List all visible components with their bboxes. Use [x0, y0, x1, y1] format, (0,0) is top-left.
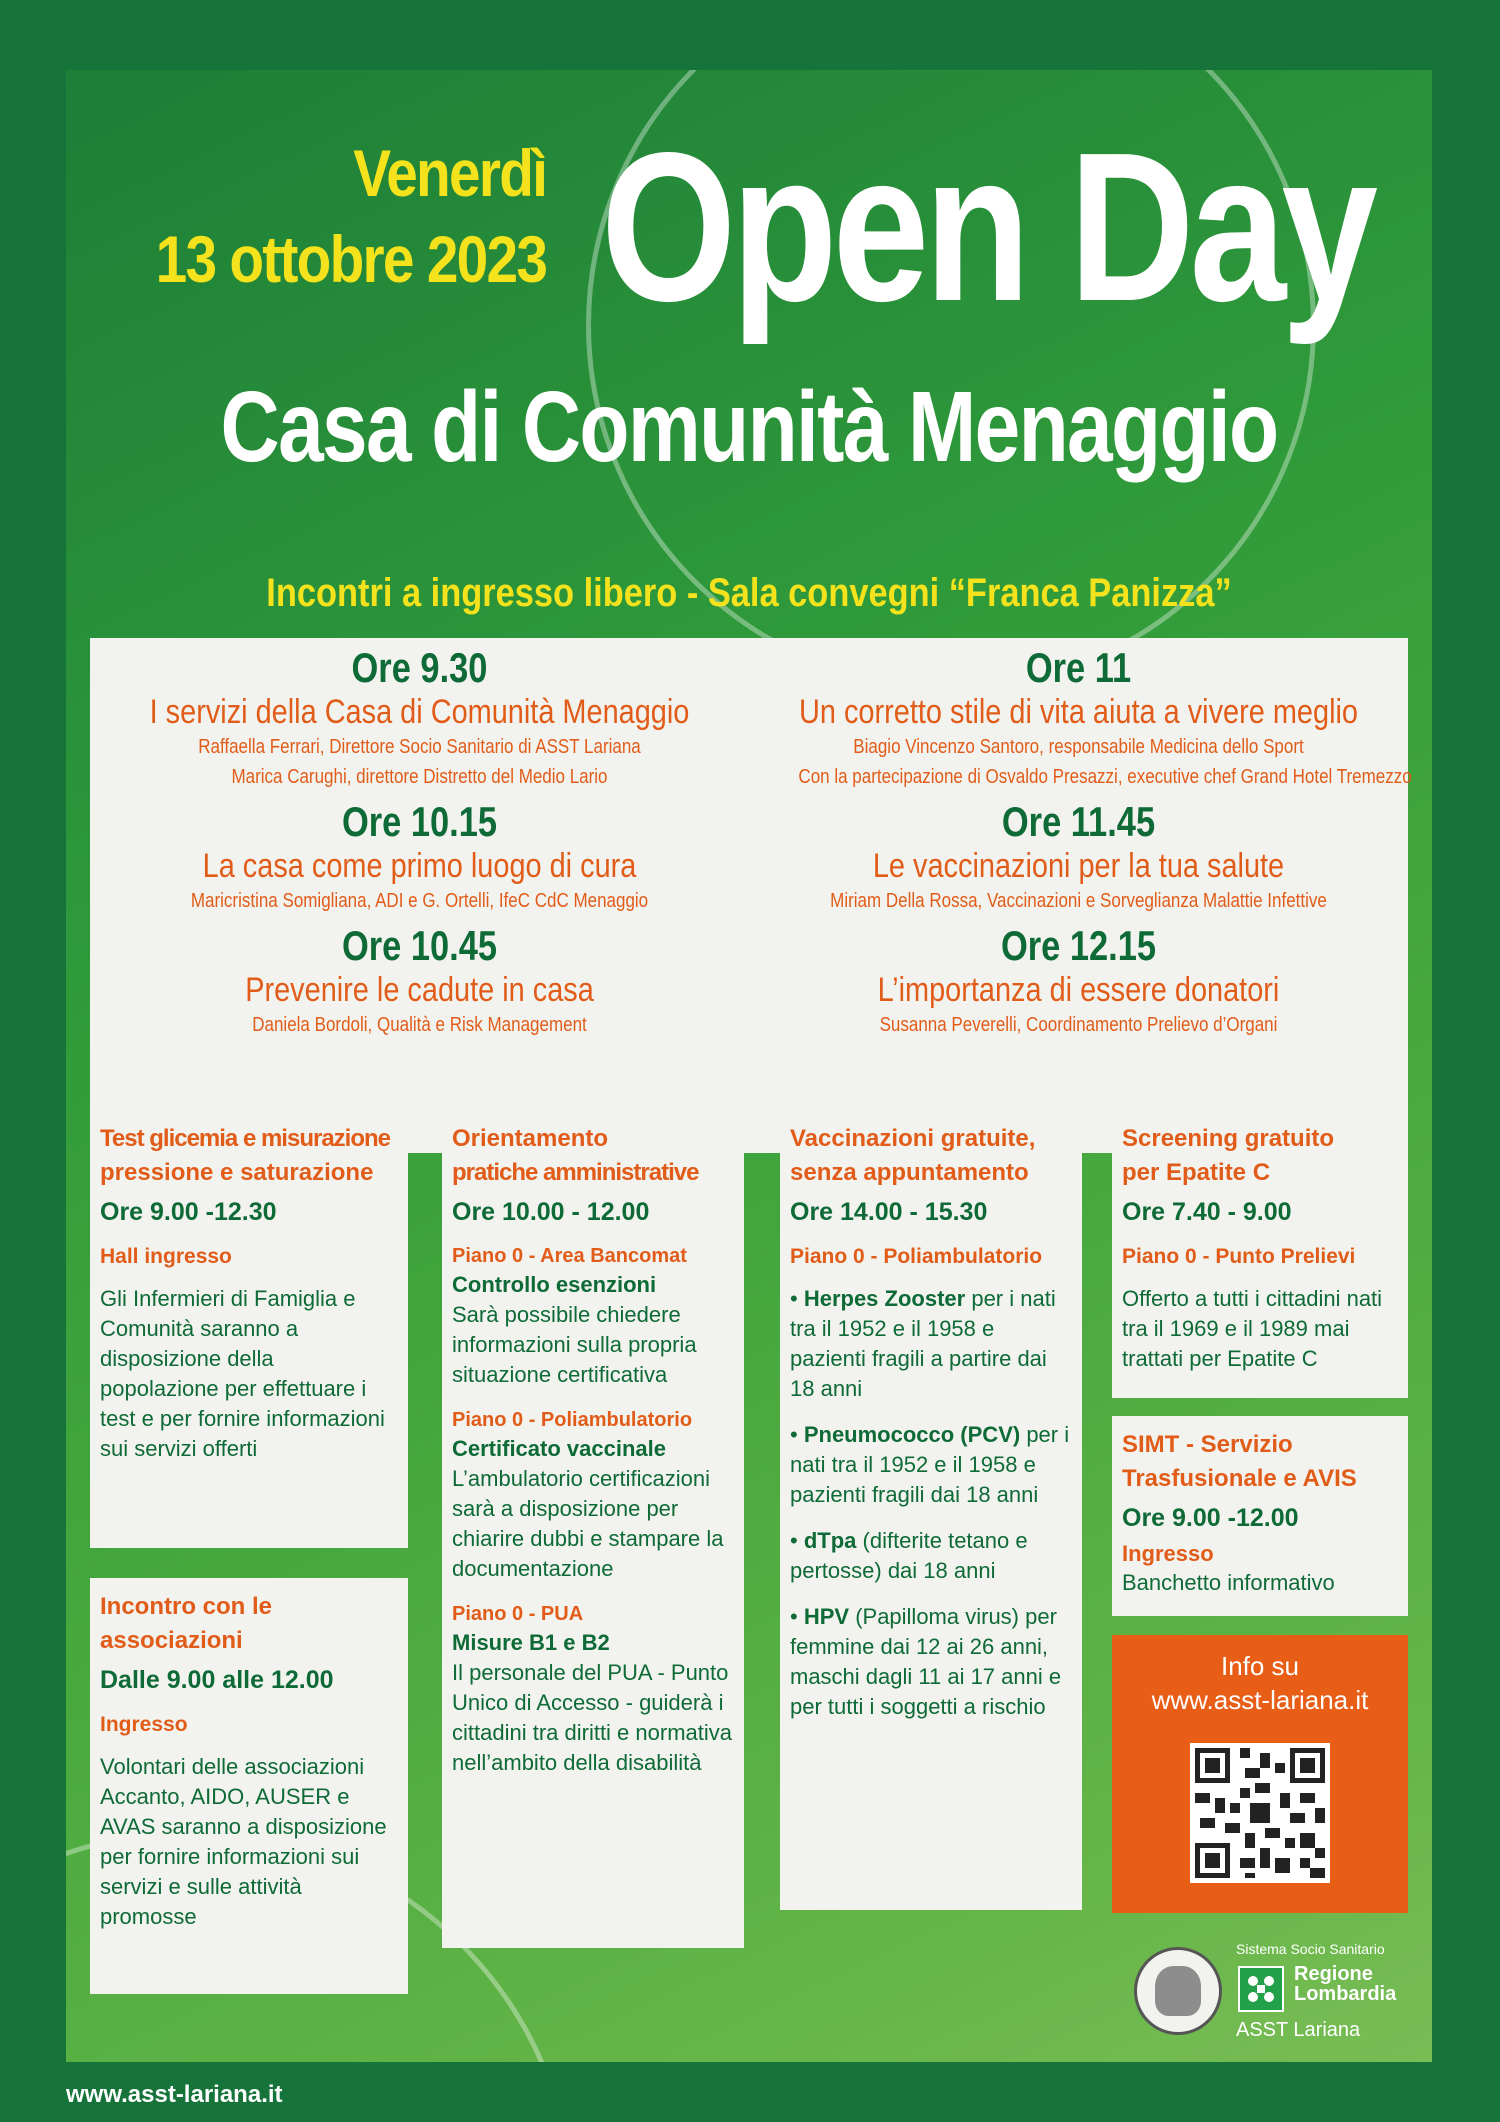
card-simt — [1112, 1416, 1408, 1616]
talk-speaker: Miriam Della Rossa, Vaccinazioni e Sorveglianza Malattie Infettive — [830, 890, 1327, 912]
talk-title: Prevenire le cadute in casa — [245, 971, 594, 1009]
card-associazioni — [90, 1578, 408, 1994]
talk-speaker: Con la partecipazione di Osvaldo Presazzi, executive chef Grand Hotel Tremezzo — [798, 766, 1412, 788]
section-text: Il personale del PUA - Punto Unico di Accesso - guiderà i cittadini tra diritti e normativa nell’ambito della disabilità — [452, 1660, 732, 1775]
program-panel — [90, 638, 1412, 1153]
program-column-right — [749, 638, 1412, 1046]
talk-item — [90, 922, 749, 1040]
card-heading: Trasfusionale e AVIS — [1122, 1465, 1357, 1492]
card-text: Banchetto informativo — [1122, 1570, 1335, 1595]
talk-title: La casa come primo luogo di cura — [202, 847, 637, 885]
vaccine-item: • Herpes Zooster per i nati tra il 1952 e il 1958 e pazienti fragili a partire dai 18 anni — [790, 1286, 1056, 1401]
regione-name-line: Regione — [1294, 1963, 1373, 1985]
card-text: Offerto a tutti i cittadini nati tra il 1969 e il 1989 mai trattati per Epatite C — [1122, 1286, 1383, 1371]
section-text: L’ambulatorio certificazioni sarà a disposizione per chiarire dubbi e stampare la documentazione — [452, 1466, 724, 1581]
card-location: Piano 0 - Punto Prelievi — [1122, 1245, 1356, 1268]
section-location: Piano 0 - Area Bancomat — [452, 1245, 687, 1267]
vaccine-item: • HPV (Papilloma virus) per femmine dai 12 ai 26 anni, maschi dagli 11 ai 17 anni e per tutti i soggetti a rischio — [790, 1604, 1062, 1719]
info-url[interactable]: www.asst-lariana.it — [1151, 1685, 1369, 1715]
vaccine-name: dTpa — [803, 1528, 857, 1553]
vaccine-text: (difterite tetano e pertosse) dai 18 anni — [790, 1528, 1028, 1583]
talk-speaker: Maricristina Somigliana, ADI e G. Ortelli, IfeC CdC Menaggio — [190, 890, 649, 912]
section-text: Sarà possibile chiedere informazioni sulla propria situazione certificativa — [452, 1302, 697, 1387]
talk-time: Ore 10.15 — [341, 798, 498, 845]
card-heading: pressione e saturazione — [100, 1159, 374, 1186]
card-heading: Orientamento — [452, 1125, 609, 1152]
vaccine-item: • Pneumococco (PCV) per i nati tra il 1952 e il 1958 e pazienti fragili dai 18 anni — [790, 1422, 1070, 1507]
talk-time: Ore 10.45 — [341, 922, 498, 969]
vaccine-name: HPV — [803, 1604, 850, 1629]
section-location: Piano 0 - PUA — [452, 1603, 584, 1625]
card-section — [452, 1242, 734, 1390]
talk-speaker: Daniela Bordoli, Qualità e Risk Management — [252, 1014, 587, 1036]
card-time: Ore 10.00 - 12.00 — [452, 1198, 650, 1226]
talk-title: L’importanza di essere donatori — [877, 971, 1280, 1009]
card-section — [452, 1600, 734, 1778]
card-orientamento — [442, 1110, 744, 1948]
qr-code-icon[interactable] — [1190, 1743, 1330, 1883]
program-column-left — [90, 638, 749, 1046]
talk-time: Ore 9.30 — [351, 644, 488, 691]
section-title: Misure B1 e B2 — [452, 1630, 610, 1655]
card-heading: Incontro con le — [100, 1593, 273, 1620]
section-title: Certificato vaccinale — [452, 1436, 666, 1461]
regione-name-line: Lombardia — [1294, 1983, 1397, 2005]
intro-text: Incontri a ingresso libero - Sala convegni “Franca Panizza” — [266, 571, 1232, 615]
card-vaccinazioni — [780, 1110, 1082, 1910]
vaccine-item: • dTpa (difterite tetano e pertosse) dai 18 anni — [790, 1528, 1028, 1583]
vaccine-name: Pneumococco (PCV) — [803, 1422, 1021, 1447]
event-date — [155, 130, 546, 302]
card-heading: pratiche amministrative — [452, 1159, 699, 1186]
talk-title: I servizi della Casa di Comunità Menaggio — [149, 693, 690, 731]
card-location: Piano 0 - Poliambulatorio — [790, 1245, 1043, 1268]
event-day: Venerdì — [352, 136, 546, 210]
card-heading: Test glicemia e misurazione — [100, 1125, 391, 1152]
page-subtitle: Casa di Comunità Menaggio — [220, 371, 1278, 483]
vaccine-text: (Papilloma virus) per femmine dai 12 ai 26 anni, maschi dagli 11 ai 17 anni e per tutti i soggetti a rischio — [790, 1604, 1062, 1719]
talk-item — [749, 798, 1408, 916]
info-label: Info su — [1220, 1651, 1300, 1681]
talk-time: Ore 11 — [1025, 644, 1132, 691]
talk-time: Ore 11.45 — [1001, 798, 1156, 845]
talk-item — [90, 798, 749, 916]
footer-url[interactable]: www.asst-lariana.it — [66, 2081, 283, 2108]
talk-time: Ore 12.15 — [1000, 922, 1157, 969]
asst-label: ASST Lariana — [1236, 2019, 1361, 2041]
card-heading: Vaccinazioni gratuite, — [790, 1125, 1036, 1152]
card-time: Ore 9.00 -12.30 — [100, 1198, 277, 1226]
talk-item — [749, 922, 1408, 1040]
card-heading: Screening gratuito — [1122, 1125, 1335, 1152]
regione-lombardia-logo-icon — [1238, 1966, 1284, 2012]
card-time: Ore 14.00 - 15.30 — [790, 1198, 988, 1226]
vaccine-name: Herpes Zooster — [803, 1286, 966, 1311]
card-section — [452, 1406, 734, 1584]
card-test-glicemia — [90, 1110, 408, 1548]
event-date-text: 13 ottobre 2023 — [155, 222, 546, 296]
card-heading: SIMT - Servizio — [1122, 1431, 1293, 1458]
talk-speaker: Biagio Vincenzo Santoro, responsabile Medicina dello Sport — [853, 736, 1304, 758]
card-heading: per Epatite C — [1122, 1159, 1271, 1186]
card-text: Gli Infermieri di Famiglia e Comunità saranno a disposizione della popolazione per effettuare i test e per fornire informazioni sui servizi offerti — [100, 1286, 385, 1461]
talk-item — [90, 644, 749, 792]
card-time: Dalle 9.00 alle 12.00 — [100, 1666, 334, 1694]
regione-name — [1294, 1964, 1396, 2004]
info-box — [1112, 1635, 1408, 1913]
poster — [66, 70, 1432, 2062]
regione-lombardia-symbol — [1240, 1968, 1282, 2010]
page-title: Open Day — [601, 108, 1374, 345]
card-heading: senza appuntamento — [790, 1159, 1029, 1186]
section-title: Controllo esenzioni — [452, 1272, 657, 1297]
system-label: Sistema Socio Sanitario — [1236, 1941, 1385, 1957]
card-time: Ore 9.00 -12.00 — [1122, 1504, 1299, 1532]
ospedale-seal-logo — [1134, 1947, 1222, 2035]
card-screening — [1112, 1110, 1408, 1398]
card-location: Hall ingresso — [100, 1245, 232, 1268]
talk-speaker: Raffaella Ferrari, Direttore Socio Sanitario di ASST Lariana — [198, 736, 641, 758]
section-location: Piano 0 - Poliambulatorio — [452, 1409, 693, 1431]
seal-figure — [1155, 1966, 1201, 2016]
card-time: Ore 7.40 - 9.00 — [1122, 1198, 1292, 1226]
talk-speaker: Susanna Peverelli, Coordinamento Prelievo d’Organi — [879, 1014, 1278, 1036]
vaccine-text: per i nati tra il 1952 e il 1958 e pazienti fragili dai 18 anni — [790, 1422, 1070, 1507]
card-text: Volontari delle associazioni Accanto, AIDO, AUSER e AVAS saranno a disposizione per fornire informazioni sui servizi e sulle attività promosse — [100, 1754, 387, 1929]
card-heading: associazioni — [100, 1627, 243, 1654]
talk-title: Le vaccinazioni per la tua salute — [872, 847, 1285, 885]
talk-speaker: Marica Carughi, direttore Distretto del Medio Lario — [231, 766, 608, 788]
talk-title: Un corretto stile di vita aiuta a vivere meglio — [799, 693, 1358, 731]
qr-code-graphic — [1190, 1743, 1330, 1883]
card-location: Ingresso — [100, 1713, 188, 1736]
card-location: Ingresso — [1122, 1541, 1214, 1566]
talk-item — [749, 644, 1412, 792]
vaccine-text: per i nati tra il 1952 e il 1958 e pazienti fragili a partire dai 18 anni — [790, 1286, 1056, 1401]
